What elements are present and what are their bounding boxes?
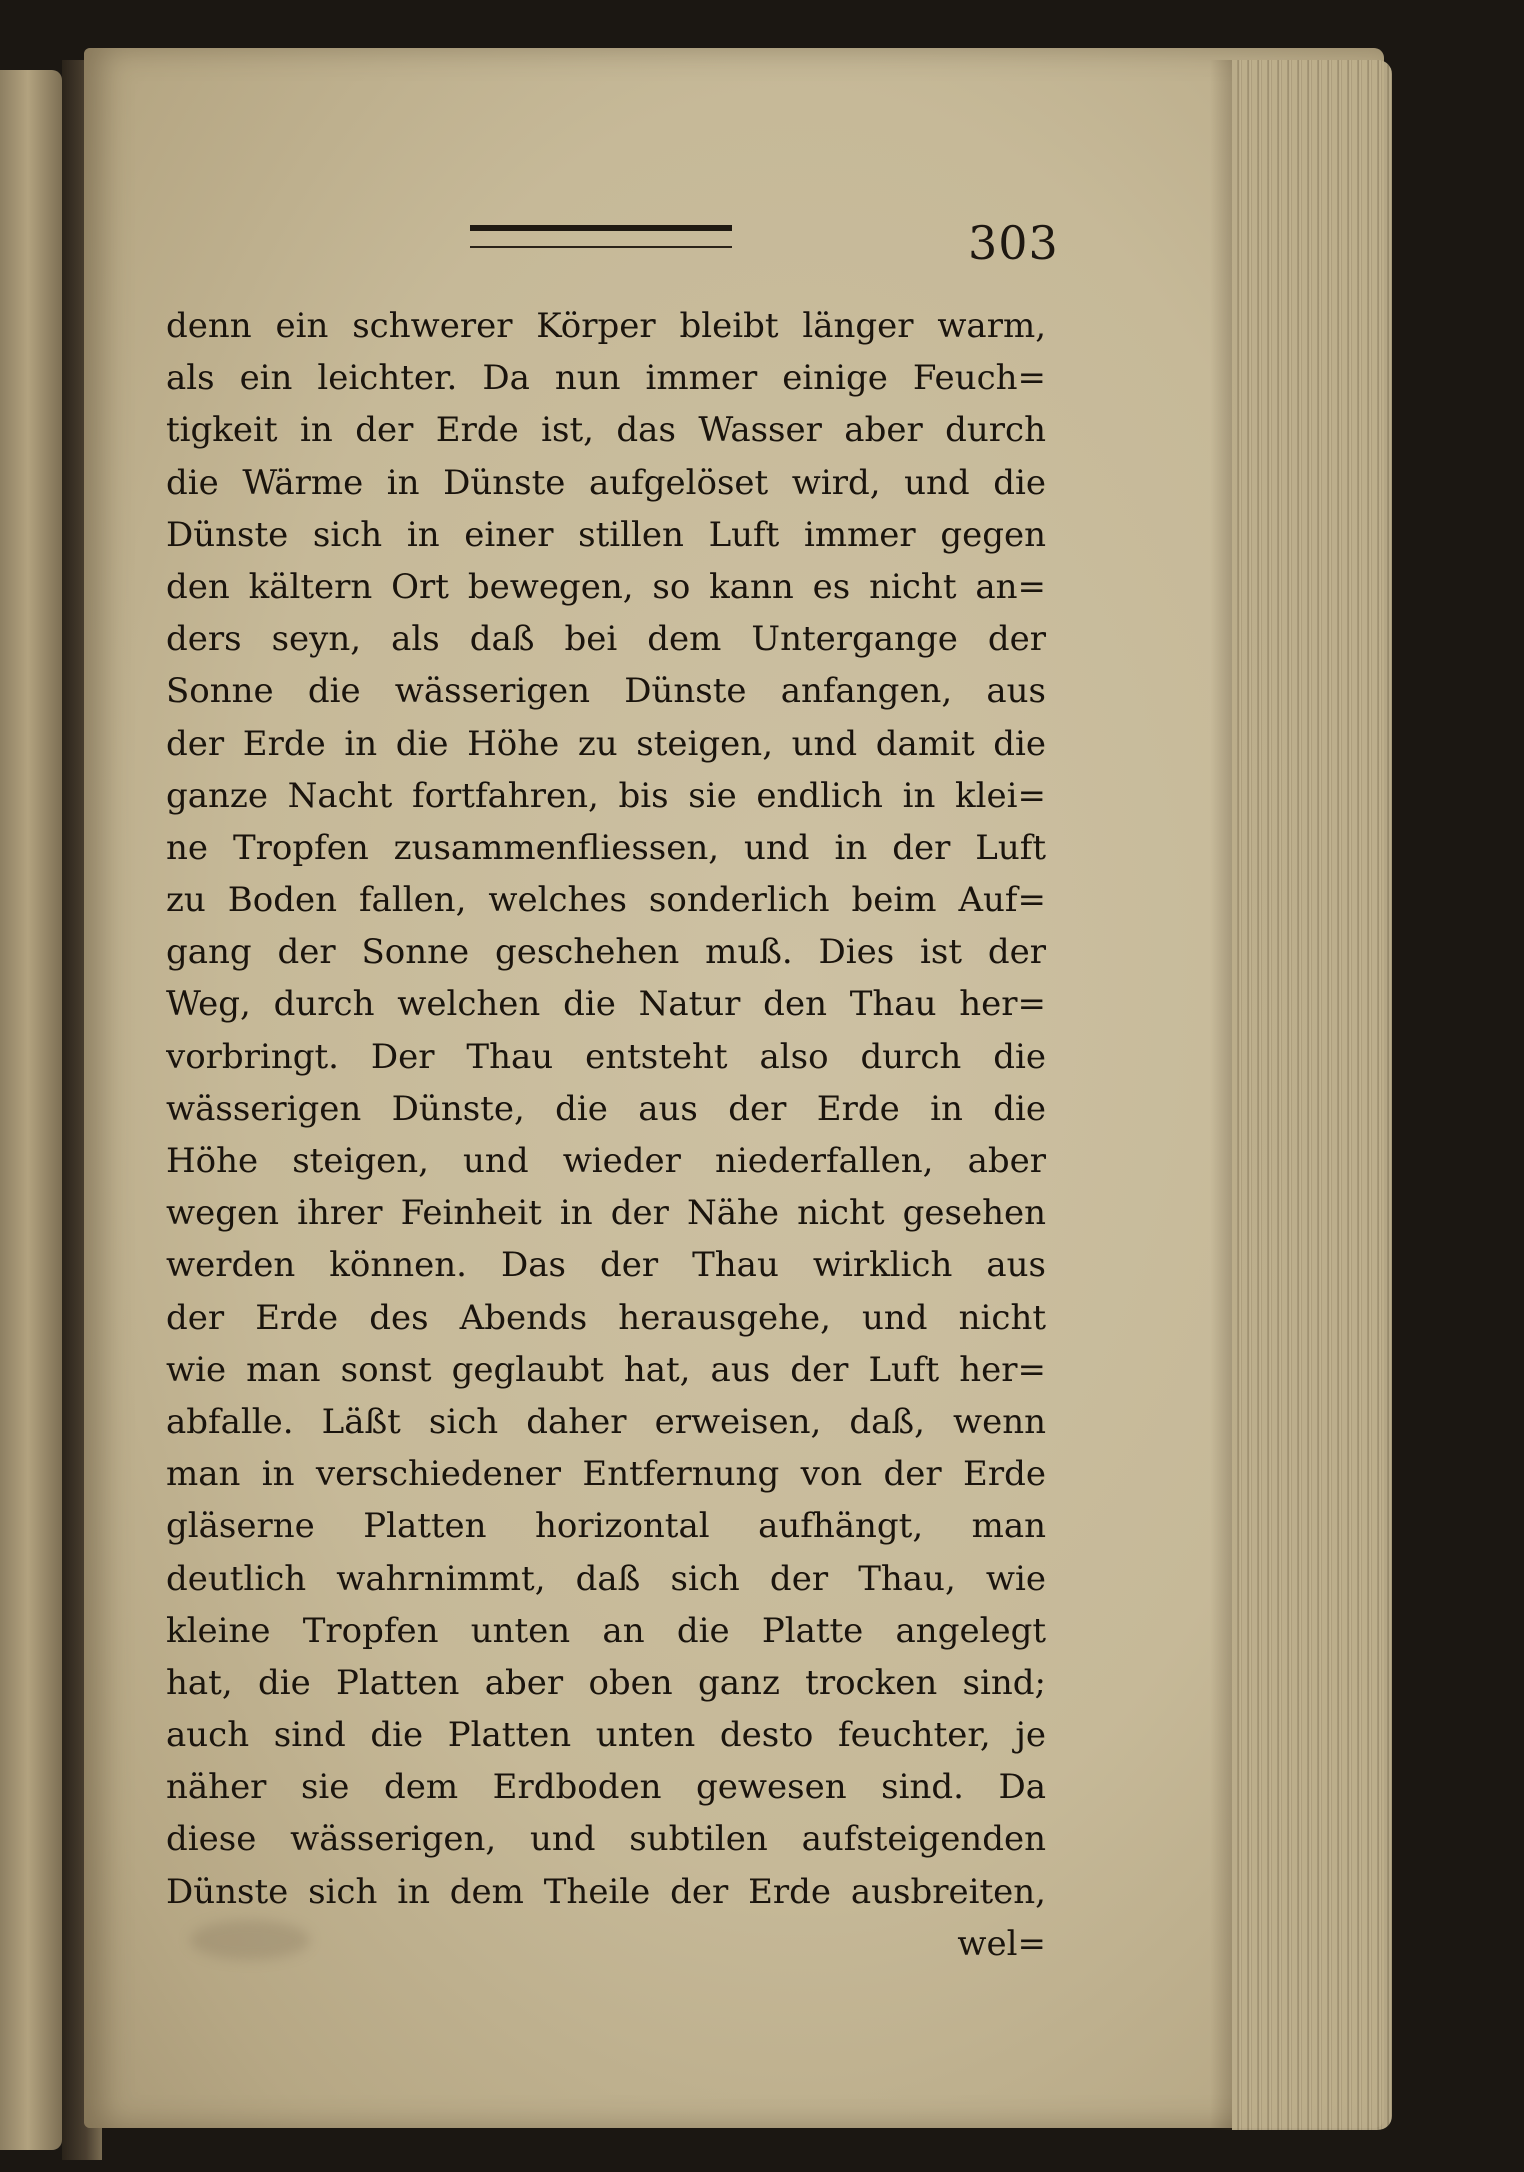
text-line: Weg, durch welchen die Natur den Thau her= xyxy=(166,984,1046,1025)
body-text xyxy=(166,300,1046,1970)
left-facing-page-edge xyxy=(0,70,62,2150)
text-line: näher sie dem Erdboden gewesen sind. Da xyxy=(166,1767,1046,1808)
header-rule xyxy=(470,225,732,231)
text-line: der Erde in die Höhe zu steigen, und damit die xyxy=(166,723,1046,764)
text-line: man in verschiedener Entfernung von der Erde xyxy=(166,1454,1046,1495)
text-line: wegen ihrer Feinheit in der Nähe nicht gesehen xyxy=(166,1193,1046,1234)
text-line: Dünste sich in dem Theile der Erde ausbreiten, xyxy=(166,1871,1046,1912)
text-line: gläserne Platten horizontal aufhängt, man xyxy=(166,1506,1046,1547)
text-line: wässerigen Dünste, die aus der Erde in die xyxy=(166,1088,1046,1129)
text-line: hat, die Platten aber oben ganz trocken sind; xyxy=(166,1662,1046,1703)
text-line: als ein leichter. Da nun immer einige Feuch= xyxy=(166,358,1046,399)
text-line: den kältern Ort bewegen, so kann es nicht an= xyxy=(166,566,1046,607)
page-number: 303 xyxy=(968,216,1059,270)
text-line: kleine Tropfen unten an die Platte angelegt xyxy=(166,1610,1046,1651)
text-line: deutlich wahrnimmt, daß sich der Thau, wie xyxy=(166,1558,1046,1599)
text-line: diese wässerigen, und subtilen aufsteigenden xyxy=(166,1819,1046,1860)
text-line: werden können. Das der Thau wirklich aus xyxy=(166,1245,1046,1286)
text-line: tigkeit in der Erde ist, das Wasser aber durch xyxy=(166,410,1046,451)
text-line: Dünste sich in einer stillen Luft immer gegen xyxy=(166,514,1046,555)
text-line: ders seyn, als daß bei dem Untergange der xyxy=(166,619,1046,660)
ink-smudge xyxy=(190,1920,310,1960)
text-line: denn ein schwerer Körper bleibt länger warm, xyxy=(166,306,1046,346)
stacked-page-edges xyxy=(1232,60,1392,2130)
text-line: Höhe steigen, und wieder niederfallen, aber xyxy=(166,1141,1046,1181)
text-line: gang der Sonne geschehen muß. Dies ist der xyxy=(166,932,1046,973)
header-rule-thin xyxy=(470,246,732,248)
text-line: Sonne die wässerigen Dünste anfangen, aus xyxy=(166,671,1046,712)
text-line: vorbringt. Der Thau entsteht also durch die xyxy=(166,1036,1046,1077)
text-line: wie man sonst geglaubt hat, aus der Luft her= xyxy=(166,1349,1046,1390)
text-line: auch sind die Platten unten desto feuchter, je xyxy=(166,1715,1046,1756)
text-line: abfalle. Läßt sich daher erweisen, daß, wenn xyxy=(166,1401,1046,1442)
text-line: zu Boden fallen, welches sonderlich beim Auf= xyxy=(166,880,1046,921)
text-line: der Erde des Abends herausgehe, und nicht xyxy=(166,1297,1046,1338)
text-line: die Wärme in Dünste aufgelöset wird, und die xyxy=(166,462,1046,503)
text-line: ganze Nacht fortfahren, bis sie endlich in klei= xyxy=(166,775,1046,816)
catchword: wel= xyxy=(957,1923,1046,1964)
text-line: ne Tropfen zusammenfliessen, und in der Luft xyxy=(166,827,1046,868)
